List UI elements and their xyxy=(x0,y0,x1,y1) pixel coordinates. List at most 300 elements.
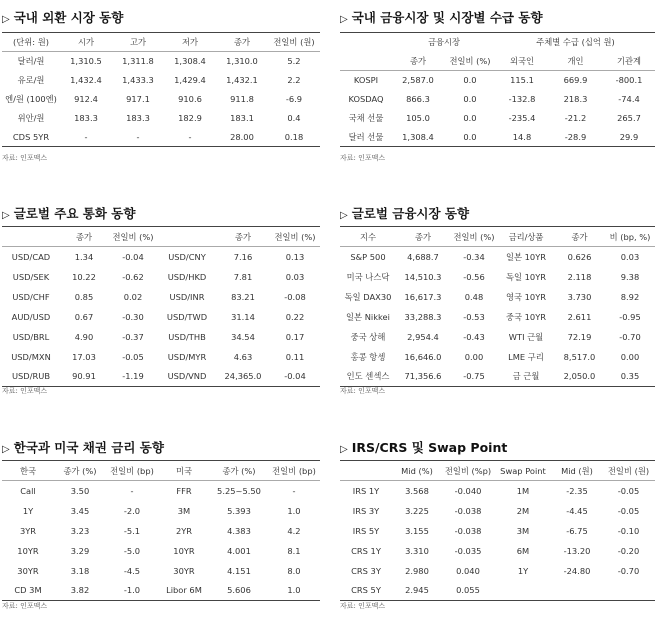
col-header: 종가 xyxy=(60,227,108,247)
cell: - xyxy=(112,128,164,147)
cell: 3.45 xyxy=(70,505,90,516)
cell: 29.9 xyxy=(603,128,655,147)
cell: WTI 근월 xyxy=(508,331,544,342)
cell: 83.21 xyxy=(231,291,255,302)
cell: AUD/USD xyxy=(11,311,51,322)
panel-title xyxy=(2,438,164,456)
table-header xyxy=(2,33,320,52)
cell: 3.225 xyxy=(405,505,429,516)
cell: 0.0 xyxy=(463,94,477,104)
cell: 0.22 xyxy=(285,311,305,322)
col-header xyxy=(158,227,216,247)
cell: LME 구리 xyxy=(508,351,544,362)
cell: -0.56 xyxy=(463,271,485,282)
domestic-markets-table xyxy=(340,32,655,147)
col-header: 저가 xyxy=(164,33,216,52)
cell: - xyxy=(292,485,296,496)
cell: 3YR xyxy=(19,525,37,536)
cell: -0.30 xyxy=(122,311,144,322)
cell: USD/HKD xyxy=(167,271,207,282)
cell: 4.001 xyxy=(227,545,251,556)
cell: 2YR xyxy=(175,525,193,536)
cell: FFR xyxy=(176,485,192,496)
table-row xyxy=(340,501,655,521)
cell: -0.038 xyxy=(454,505,482,516)
cell: CRS 1Y xyxy=(351,545,381,556)
cell: 3.568 xyxy=(405,485,429,496)
triangle-icon: ▷ xyxy=(2,444,10,455)
cell: 0.85 xyxy=(74,291,94,302)
cell: 중국 상해 xyxy=(350,331,386,342)
table-row xyxy=(340,307,655,327)
group-header xyxy=(340,33,655,52)
cell: -6.9 xyxy=(285,94,303,104)
cell: -1.19 xyxy=(108,367,158,387)
cell: USD/CAD xyxy=(11,251,51,262)
cell: 24,365.0 xyxy=(216,367,270,387)
cell: -1.0 xyxy=(106,581,158,601)
cell: - xyxy=(130,485,134,496)
bond-rates-table xyxy=(2,460,320,601)
cell: 4.90 xyxy=(74,331,94,342)
col-header: 개인 xyxy=(548,52,603,71)
cell: USD/SEK xyxy=(12,271,50,282)
cell: 1,432.1 xyxy=(226,75,258,85)
table-row xyxy=(2,267,320,287)
cell: 17.03 xyxy=(72,351,96,362)
triangle-icon: ▷ xyxy=(340,444,348,455)
table-row xyxy=(2,327,320,347)
triangle-icon: ▷ xyxy=(2,210,10,221)
cell: USD/MYR xyxy=(167,351,207,362)
cell: 유로/원 xyxy=(17,75,45,85)
global-markets-table xyxy=(340,226,655,387)
title-text: 한국과 미국 채권 금리 동향 xyxy=(13,440,164,455)
cell: - xyxy=(164,128,216,147)
cell: 1,429.4 xyxy=(174,75,206,85)
cell: 엔/원 (100엔) xyxy=(5,94,57,104)
cell: 1,433.3 xyxy=(122,75,154,85)
cell: 2.980 xyxy=(405,565,429,576)
cell: -235.4 xyxy=(508,113,536,123)
cell: CD 3M xyxy=(2,581,54,601)
cell: 금 근월 xyxy=(498,367,554,387)
cell: IRS 5Y xyxy=(352,525,380,536)
cell: 28.00 xyxy=(216,128,268,147)
table-row xyxy=(2,128,320,147)
cell: -0.43 xyxy=(463,331,485,342)
table-row xyxy=(2,307,320,327)
cell: 2,587.0 xyxy=(402,75,434,86)
col-header: 비 (bp, %) xyxy=(605,227,655,247)
cell: 71,356.6 xyxy=(396,367,450,387)
source-note: 자료: 인포맥스 xyxy=(340,387,386,395)
cell: KOSDAQ xyxy=(348,94,384,104)
cell: 1,311.8 xyxy=(122,56,154,67)
col-header: Swap Point xyxy=(494,461,552,481)
cell: -0.75 xyxy=(450,367,498,387)
col-header: 종가 xyxy=(396,227,450,247)
cell: 917.1 xyxy=(126,94,150,104)
title-text: 글로벌 금융시장 동향 xyxy=(351,206,470,221)
cell: 독일 DAX30 xyxy=(344,291,392,302)
table-header xyxy=(340,227,655,247)
cell: USD/RUB xyxy=(2,367,60,387)
cell: USD/VND xyxy=(158,367,216,387)
col-header: 시가 xyxy=(60,33,112,52)
cell: 4.2 xyxy=(287,525,301,536)
cell: 72.19 xyxy=(567,331,592,342)
col-header: 기관계 xyxy=(603,52,655,71)
cell xyxy=(340,33,392,52)
panel-title xyxy=(340,438,507,456)
cell: 1Y xyxy=(22,505,34,516)
cell: -0.34 xyxy=(463,251,485,262)
col-header: 종가 xyxy=(216,227,270,247)
col-header: 종가 xyxy=(216,33,268,52)
cell: 0.00 xyxy=(620,351,640,362)
cell: 홍콩 항셍 xyxy=(350,351,386,362)
table-header xyxy=(2,227,320,247)
cell: USD/INR xyxy=(169,291,205,302)
table-row xyxy=(340,71,655,90)
cell: 3.155 xyxy=(405,525,429,536)
table-row xyxy=(340,367,655,387)
cell: -800.1 xyxy=(615,75,643,86)
cell: 5.2 xyxy=(287,56,301,67)
cell: 7.81 xyxy=(233,271,253,282)
cell: 1,308.4 xyxy=(174,56,206,67)
cell: 0.040 xyxy=(456,565,480,576)
cell: 1,310.0 xyxy=(226,56,258,67)
cell: 2.118 xyxy=(567,271,592,282)
cell: 5.606 xyxy=(210,581,268,601)
cell: 14.8 xyxy=(496,128,548,147)
cell: 0.67 xyxy=(74,311,94,322)
cell: 0.11 xyxy=(285,351,305,362)
cell: KOSPI xyxy=(353,75,379,86)
cell: -0.53 xyxy=(463,311,485,322)
cell: 90.91 xyxy=(60,367,108,387)
cell: 16,617.3 xyxy=(404,291,442,302)
cell: 105.0 xyxy=(406,113,430,123)
col-header: 전일비 (%) xyxy=(108,227,158,247)
cell: 183.1 xyxy=(230,113,254,123)
cell: -13.20 xyxy=(563,545,591,556)
cell: 달러/원 xyxy=(17,56,45,67)
cell: USD/THB xyxy=(168,331,206,342)
cell: 912.4 xyxy=(74,94,98,104)
cell: IRS 1Y xyxy=(352,485,380,496)
cell: 6M xyxy=(516,545,530,556)
col-header: 종가 xyxy=(392,52,444,71)
table-row xyxy=(340,247,655,267)
table-row xyxy=(2,90,320,109)
panel-irs-crs-swap xyxy=(340,438,655,616)
cell: 182.9 xyxy=(178,113,202,123)
cell: USD/BRL xyxy=(12,331,50,342)
cell: 2.611 xyxy=(567,311,592,322)
table-header xyxy=(2,461,320,481)
cell: 10YR xyxy=(17,545,39,556)
cell: 2.2 xyxy=(287,75,301,85)
irs-crs-swap-table xyxy=(340,460,655,601)
table-row xyxy=(2,247,320,267)
table-row xyxy=(340,481,655,501)
cell: 0.02 xyxy=(123,291,143,302)
title-text: 국내 금융시장 및 시장별 수급 동향 xyxy=(351,10,543,25)
table-row xyxy=(2,561,320,581)
table-row xyxy=(340,90,655,109)
title-text: 국내 외환 시장 동향 xyxy=(13,10,124,25)
cell xyxy=(602,581,655,601)
group-label-flows: 주체별 수급 (십억 원) xyxy=(496,33,655,52)
cell: -0.035 xyxy=(454,545,482,556)
fx-table xyxy=(2,32,320,147)
cell: 1,308.4 xyxy=(392,128,444,147)
panel-domestic-markets xyxy=(340,8,655,168)
cell: 4.151 xyxy=(227,565,251,576)
table-row xyxy=(2,71,320,90)
cell: 9.38 xyxy=(620,271,640,282)
cell xyxy=(552,581,602,601)
cell: 4.63 xyxy=(233,351,253,362)
cell: 0.4 xyxy=(287,113,301,123)
cell: 1.0 xyxy=(287,505,301,516)
cell: 115.1 xyxy=(510,75,534,86)
table-row xyxy=(2,347,320,367)
cell: 일본 10YR xyxy=(505,251,547,262)
cell: 33,288.3 xyxy=(404,311,442,322)
cell: -0.62 xyxy=(122,271,144,282)
col-header: 전일비 (bp) xyxy=(268,461,320,481)
cell: 중국 10YR xyxy=(505,311,547,322)
table-row xyxy=(2,521,320,541)
cell: -0.04 xyxy=(122,251,144,262)
cell: 8.92 xyxy=(620,291,640,302)
cell: -0.70 xyxy=(617,565,640,576)
cell: 2,050.0 xyxy=(554,367,605,387)
source-note: 자료: 인포맥스 xyxy=(340,602,386,610)
cell: CRS 3Y xyxy=(351,565,381,576)
cell: 3.50 xyxy=(70,485,90,496)
col-header: 미국 xyxy=(158,461,210,481)
cell: 3.82 xyxy=(54,581,106,601)
panel-global-markets xyxy=(340,204,655,404)
table-row xyxy=(340,521,655,541)
cell: 218.3 xyxy=(563,94,588,104)
cell: 14,510.3 xyxy=(404,271,442,282)
panel-title xyxy=(2,8,123,26)
col-header: 종가 (%) xyxy=(210,461,268,481)
cell: -0.20 xyxy=(617,545,640,556)
cell: -0.040 xyxy=(454,485,482,496)
col-header: Mid (%) xyxy=(392,461,442,481)
cell: 265.7 xyxy=(617,113,641,123)
cell: 3M xyxy=(177,505,191,516)
cell: 669.9 xyxy=(563,75,588,86)
cell: 183.3 xyxy=(126,113,150,123)
panel-title xyxy=(340,204,469,222)
table-header xyxy=(340,461,655,481)
triangle-icon: ▷ xyxy=(2,14,10,25)
cell: 2M xyxy=(516,505,530,516)
table-row xyxy=(340,267,655,287)
col-header: 전일비 (원) xyxy=(602,461,655,481)
cell: 0.03 xyxy=(285,271,305,282)
title-text: IRS/CRS 및 Swap Point xyxy=(351,440,508,455)
cell: -0.10 xyxy=(617,525,640,536)
panel-global-currencies xyxy=(2,204,320,404)
col-header: 종가 xyxy=(554,227,605,247)
col-header: 한국 xyxy=(2,461,54,481)
cell: 3.23 xyxy=(70,525,90,536)
cell: 5.25~5.50 xyxy=(217,485,261,496)
cell: 7.16 xyxy=(233,251,253,262)
col-header xyxy=(340,461,392,481)
cell: 3.730 xyxy=(567,291,592,302)
source-note: 자료: 인포맥스 xyxy=(2,602,48,610)
cell: 0.00 xyxy=(464,351,484,362)
table-header xyxy=(340,52,655,71)
cell: 30YR xyxy=(17,565,39,576)
panel-title xyxy=(2,204,135,222)
cell: -21.2 xyxy=(564,113,587,123)
cell: 영국 10YR xyxy=(505,291,547,302)
triangle-icon: ▷ xyxy=(340,210,348,221)
cell: 0.17 xyxy=(285,331,305,342)
cell: -0.08 xyxy=(284,291,306,302)
cell: 1Y xyxy=(517,565,529,576)
cell: 183.3 xyxy=(74,113,98,123)
cell: 3.29 xyxy=(70,545,90,556)
cell: -5.1 xyxy=(123,525,141,536)
table-row xyxy=(340,128,655,147)
col-header xyxy=(340,52,392,71)
cell: 31.14 xyxy=(231,311,255,322)
cell: 0.13 xyxy=(285,251,305,262)
cell: 0.0 xyxy=(463,75,477,86)
cell: 34.54 xyxy=(231,331,255,342)
title-text: 글로벌 주요 통화 동향 xyxy=(13,206,136,221)
cell: -0.038 xyxy=(454,525,482,536)
table-row xyxy=(2,52,320,71)
cell: -74.4 xyxy=(618,94,640,104)
cell: 8.1 xyxy=(287,545,301,556)
cell: 0.18 xyxy=(268,128,320,147)
cell: 866.3 xyxy=(406,94,430,104)
col-header: 금리/상품 xyxy=(498,227,554,247)
cell: 2.945 xyxy=(392,581,442,601)
cell xyxy=(494,581,552,601)
cell: -0.05 xyxy=(617,485,640,496)
cell: 0.35 xyxy=(605,367,655,387)
cell: IRS 3Y xyxy=(352,505,380,516)
table-row xyxy=(340,347,655,367)
cell: 0.626 xyxy=(567,251,592,262)
col-header: 전일비 (%) xyxy=(444,52,496,71)
cell: 국채 선물 xyxy=(348,113,384,123)
cell: USD/TWD xyxy=(166,311,208,322)
table-row xyxy=(340,581,655,601)
cell: 8,517.0 xyxy=(563,351,596,362)
cell: -6.75 xyxy=(566,525,588,536)
table-row xyxy=(2,541,320,561)
cell: -0.70 xyxy=(619,331,641,342)
cell: Call xyxy=(20,485,36,496)
cell: 일본 Nikkei xyxy=(346,311,390,322)
cell: Libor 6M xyxy=(158,581,210,601)
col-header: 외국인 xyxy=(496,52,548,71)
table-row xyxy=(2,287,320,307)
cell: -0.04 xyxy=(270,367,320,387)
col-header: Mid (원) xyxy=(552,461,602,481)
cell: 911.8 xyxy=(230,94,254,104)
cell: -0.05 xyxy=(617,505,640,516)
panel-fx-domestic xyxy=(2,8,320,168)
cell: CRS 5Y xyxy=(340,581,392,601)
cell: 3.18 xyxy=(70,565,90,576)
table-row xyxy=(2,367,320,387)
col-header: 전일비 (원) xyxy=(268,33,320,52)
cell: -0.05 xyxy=(122,351,144,362)
cell: -5.0 xyxy=(123,545,141,556)
source-note: 자료: 인포맥스 xyxy=(2,387,48,395)
cell: 0.48 xyxy=(464,291,484,302)
cell: 1.0 xyxy=(268,581,320,601)
cell: -28.9 xyxy=(548,128,603,147)
cell: 인도 센섹스 xyxy=(340,367,396,387)
cell: 0.0 xyxy=(463,113,477,123)
panel-bond-rates xyxy=(2,438,320,616)
cell: 3.310 xyxy=(405,545,429,556)
cell: 0.03 xyxy=(620,251,640,262)
cell: 4,688.7 xyxy=(407,251,439,262)
col-header: (단위: 원) xyxy=(2,33,60,52)
table-row xyxy=(2,481,320,501)
col-header: 전일비 (bp) xyxy=(106,461,158,481)
col-header: 종가 (%) xyxy=(54,461,106,481)
cell: USD/CHF xyxy=(12,291,50,302)
cell: 8.0 xyxy=(287,565,301,576)
table-row xyxy=(340,109,655,128)
cell: 10YR xyxy=(173,545,195,556)
cell: 위안/원 xyxy=(17,113,45,123)
col-header: 전일비 (%p) xyxy=(442,461,494,481)
global-currencies-table xyxy=(2,226,320,387)
cell: 3M xyxy=(516,525,530,536)
cell: 독일 10YR xyxy=(505,271,547,282)
cell: -2.35 xyxy=(566,485,588,496)
cell: 0.0 xyxy=(444,128,496,147)
cell: -132.8 xyxy=(508,94,536,104)
col-header: 전일비 (%) xyxy=(270,227,320,247)
cell: USD/CNY xyxy=(168,251,206,262)
cell: -0.95 xyxy=(619,311,641,322)
cell: USD/MXN xyxy=(11,351,51,362)
col-header xyxy=(2,227,60,247)
cell: 5.393 xyxy=(227,505,251,516)
col-header: 지수 xyxy=(340,227,396,247)
cell: CDS 5YR xyxy=(2,128,60,147)
cell: 30YR xyxy=(173,565,195,576)
cell: 1,310.5 xyxy=(70,56,102,67)
cell: 910.6 xyxy=(178,94,202,104)
col-header: 고가 xyxy=(112,33,164,52)
cell: 0.055 xyxy=(442,581,494,601)
cell: -4.45 xyxy=(566,505,588,516)
triangle-icon: ▷ xyxy=(340,14,348,25)
